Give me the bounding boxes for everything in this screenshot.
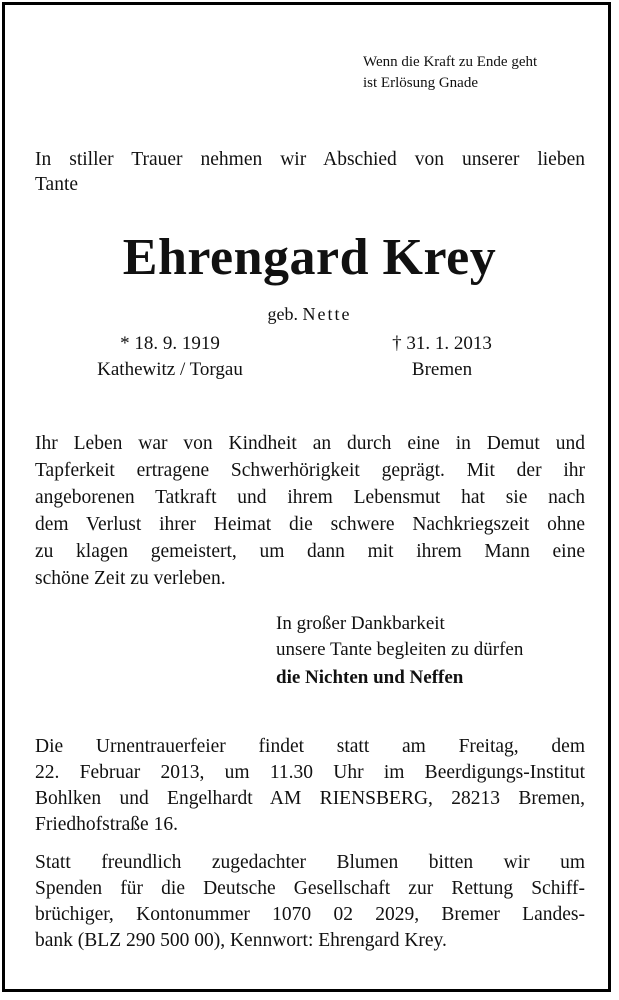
mourners-signature: die Nichten und Neffen — [276, 667, 464, 688]
ceremony-line: Friedhofstraße 16. — [35, 814, 178, 835]
maiden-prefix: geb. — [267, 304, 298, 324]
donation-line: brüchiger, Kontonummer 1070 02 2029, Bremer Landes- — [35, 904, 585, 925]
motto — [363, 52, 598, 94]
intro-text — [35, 147, 585, 197]
thanks-line: unsere Tante begleiten zu dürfen — [276, 639, 524, 660]
ceremony-info — [35, 734, 585, 838]
motto-line: Wenn die Kraft zu Ende geht — [363, 54, 538, 70]
birth-info — [50, 331, 290, 383]
birth-place: Kathewitz / Torgau — [97, 359, 243, 380]
donation-line: bank (BLZ 290 500 00), Kennwort: Ehrengard Krey. — [35, 930, 447, 951]
ceremony-line: 22. Februar 2013, um 11.30 Uhr im Beerdigungs-Institut — [35, 762, 585, 783]
death-date: † 31. 1. 2013 — [392, 333, 492, 354]
donation-line: Statt freundlich zugedachter Blumen bitten wir um — [35, 852, 585, 873]
ceremony-line: Die Urnentrauerfeier findet statt am Freitag, dem — [35, 736, 585, 757]
donation-line: Spenden für die Deutsche Gesellschaft zur Rettung Schiff- — [35, 878, 585, 899]
life-line: Ihr Leben war von Kindheit an durch eine in Demut und — [35, 433, 585, 454]
life-description — [35, 430, 585, 592]
maiden-name — [0, 304, 619, 325]
death-info — [322, 331, 562, 383]
birth-date: * 18. 9. 1919 — [120, 333, 220, 354]
life-line: dem Verlust ihrer Heimat die schwere Nachkriegszeit ohne — [35, 514, 585, 535]
ceremony-line: Bohlken und Engelhardt AM RIENSBERG, 28213 Bremen, — [35, 788, 585, 809]
thanks-line: In großer Dankbarkeit — [276, 613, 445, 634]
maiden-surname: Nette — [302, 304, 352, 324]
life-line: Tapferkeit ertragene Schwerhörigkeit geprägt. Mit der ihr — [35, 460, 585, 481]
deceased-name: Ehrengard Krey — [122, 229, 497, 286]
death-place: Bremen — [411, 359, 473, 380]
life-line: angeborenen Tatkraft und ihrem Lebensmut hat sie nach — [35, 487, 585, 508]
donation-info — [35, 850, 585, 954]
thanks-text — [276, 611, 596, 663]
life-line: schöne Zeit zu verleben. — [35, 568, 226, 589]
life-line: zu klagen gemeistert, um dann mit ihrem Mann eine — [35, 541, 585, 562]
intro-line: Tante — [35, 174, 79, 195]
motto-line: ist Erlösung Gnade — [363, 75, 478, 91]
intro-line: In stiller Trauer nehmen wir Abschied von unserer lieben — [35, 149, 585, 170]
